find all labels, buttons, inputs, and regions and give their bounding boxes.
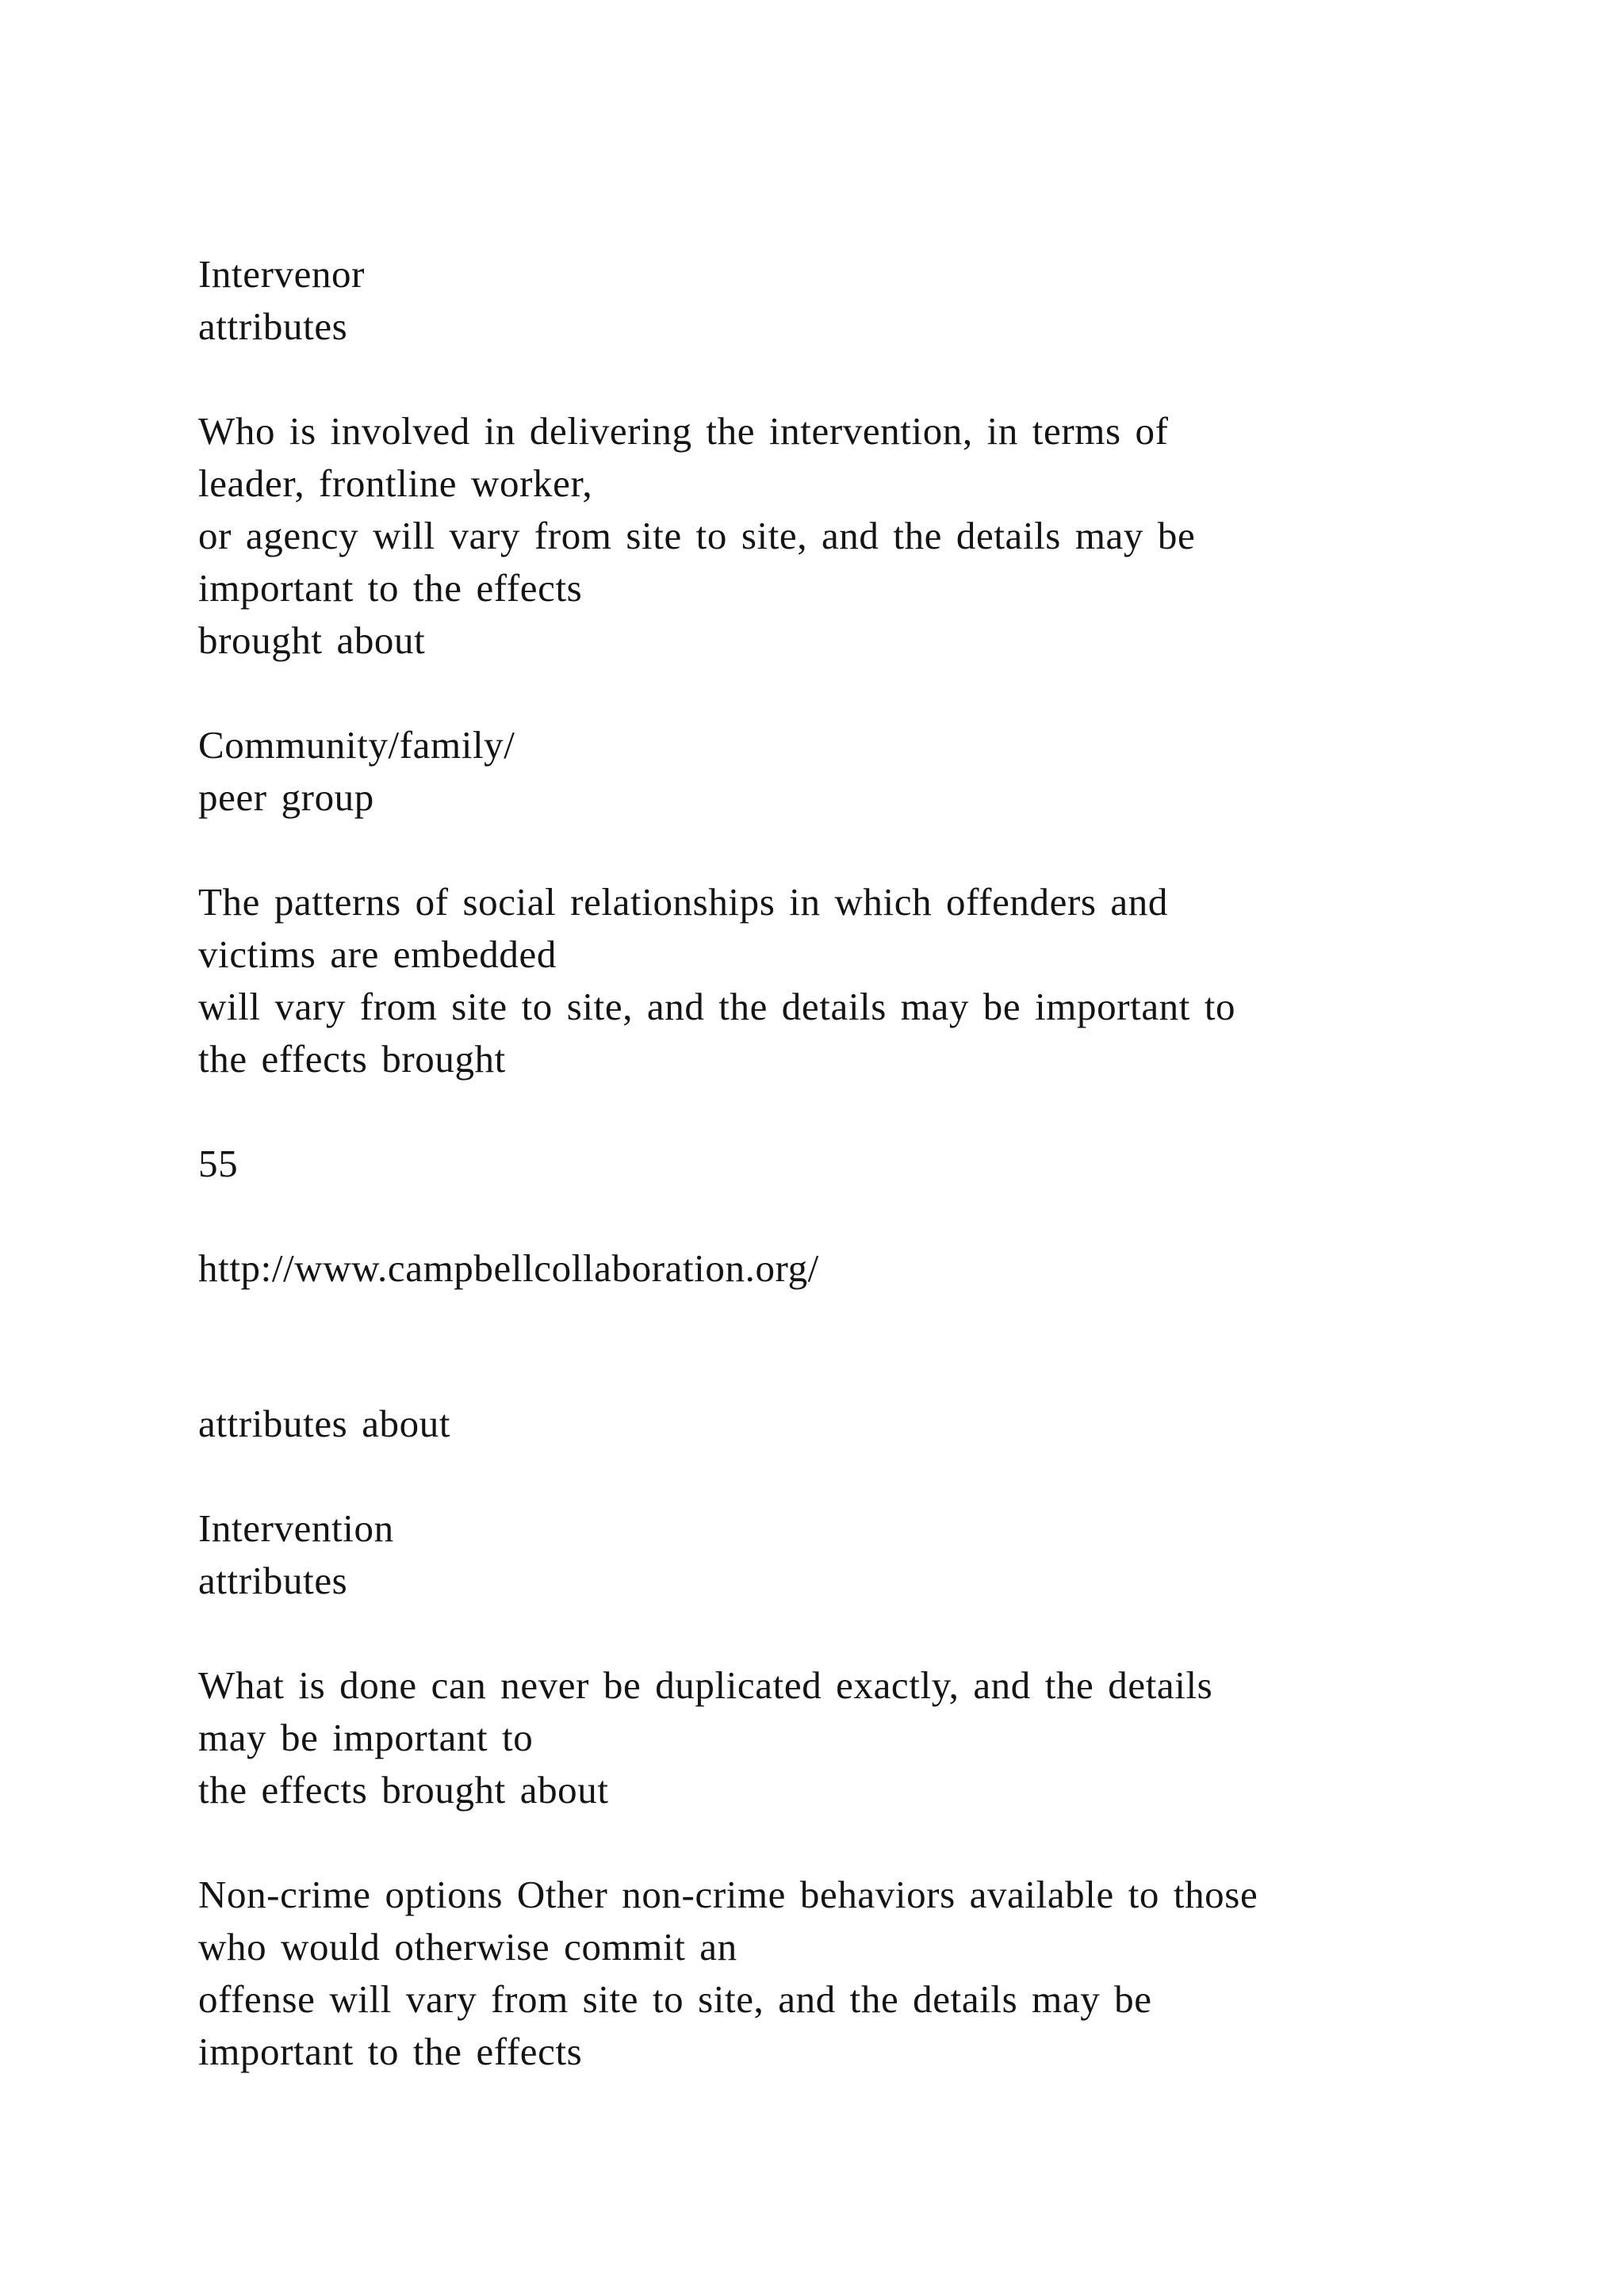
- paragraph-line: who would otherwise commit an: [198, 1925, 737, 1969]
- paragraph-line: leader, frontline worker,: [198, 461, 593, 505]
- paragraph-line: attributes about: [198, 1402, 451, 1445]
- section-heading-community: Community/family/: [198, 723, 515, 767]
- blank-line: [198, 1607, 1483, 1659]
- section-heading-intervenor-attributes: attributes: [198, 304, 348, 348]
- paragraph-line: the effects brought about: [198, 1768, 609, 1812]
- paragraph-line: The patterns of social relationships in which offenders and: [198, 880, 1168, 924]
- paragraph-line: What is done can never be duplicated exactly, and the details: [198, 1663, 1213, 1707]
- blank-line: [198, 1295, 1483, 1398]
- paragraph-line: offense will vary from site to site, and the details may be: [198, 1977, 1152, 2021]
- blank-line: [198, 1190, 1483, 1242]
- paragraph-line: will vary from site to site, and the details may be important to: [198, 985, 1236, 1028]
- paragraph-line: the effects brought: [198, 1037, 506, 1081]
- blank-line: [198, 824, 1483, 876]
- blank-line: [198, 1816, 1483, 1869]
- section-heading-intervenor: Intervenor: [198, 252, 366, 296]
- paragraph-line: important to the effects: [198, 566, 583, 610]
- paragraph-line: Who is involved in delivering the intervention, in terms of: [198, 409, 1169, 453]
- source-url: http://www.campbellcollaboration.org/: [198, 1246, 819, 1290]
- paragraph-line: brought about: [198, 618, 426, 662]
- paragraph-line: Non-crime options Other non-crime behaviors available to those: [198, 1873, 1258, 1916]
- page-number: 55: [198, 1142, 239, 1185]
- blank-line: [198, 667, 1483, 719]
- section-heading-intervention: Intervention: [198, 1506, 394, 1550]
- blank-line: [198, 1085, 1483, 1138]
- paragraph-line: may be important to: [198, 1716, 534, 1759]
- section-heading-intervention-attributes: attributes: [198, 1559, 348, 1602]
- paragraph-line: important to the effects: [198, 2030, 583, 2073]
- blank-line: [198, 353, 1483, 405]
- paragraph-line: victims are embedded: [198, 932, 557, 976]
- section-heading-peer-group: peer group: [198, 775, 374, 819]
- document-text: [198, 248, 1483, 2078]
- blank-line: [198, 1450, 1483, 1502]
- paragraph-line: or agency will vary from site to site, and the details may be: [198, 514, 1196, 557]
